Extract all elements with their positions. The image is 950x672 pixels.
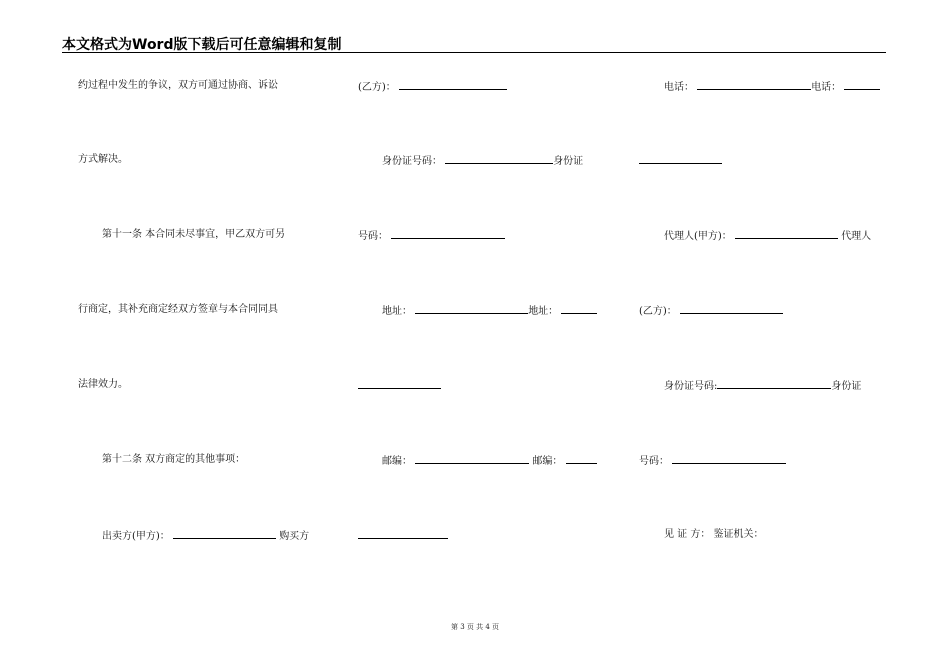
col2-line-5 (358, 378, 441, 394)
col2-line-3 (358, 228, 505, 244)
page-footer: 第 3 页 共 4 页 (450, 623, 500, 631)
col3-line-6 (639, 453, 786, 469)
agent-label: 代理人 (841, 231, 872, 242)
id-number-blank-2[interactable] (717, 378, 831, 389)
col1-line-3: 第十一条 本合同未尽事宜，甲乙双方可另 (102, 229, 286, 240)
postcode-label-2: 邮编： (532, 456, 563, 467)
blank-line-2[interactable] (358, 528, 448, 539)
col1-line-6: 第十二条 双方商定的其他事项： (102, 454, 246, 465)
col3-line-3 (664, 228, 871, 244)
number-blank-2[interactable] (672, 453, 786, 464)
address-blank-2[interactable] (561, 303, 597, 314)
number-blank[interactable] (391, 228, 505, 239)
number-label-2: 号码： (639, 456, 669, 467)
postcode-label-1: 邮编： (382, 456, 412, 467)
col1-line-5: 法律效力。 (78, 379, 128, 390)
postcode-blank-1[interactable] (415, 453, 529, 464)
col2-line-4 (382, 303, 597, 319)
col2-line-1 (358, 79, 507, 95)
phone-label-1: 电话： (664, 82, 694, 93)
party-b-label-2: (乙方)： (639, 306, 677, 317)
col3-line-5 (664, 378, 861, 394)
number-label: 号码： (358, 231, 388, 242)
party-b-blank-2[interactable] (680, 303, 783, 314)
phone-blank-1[interactable] (697, 79, 811, 90)
agent-party-a-label: 代理人(甲方)： (664, 231, 732, 242)
col2-line-2 (382, 153, 583, 169)
col1-line-7 (102, 528, 309, 544)
document-header: 本文格式为Word版下载后可任意编辑和复制 (62, 37, 342, 53)
col3-line-2 (639, 153, 722, 169)
seller-blank[interactable] (173, 528, 276, 539)
id-number-label-2: 身份证号码: (664, 381, 718, 392)
seller-label: 出卖方(甲方)： (102, 531, 170, 542)
blank-line-1[interactable] (358, 378, 441, 389)
id-card-label: 身份证 (553, 156, 584, 167)
col3-line-4 (639, 303, 783, 319)
header-rule (62, 52, 886, 53)
id-number-blank[interactable] (445, 153, 553, 164)
col3-line-1 (664, 79, 880, 95)
buyer-label: 购买方 (279, 531, 310, 542)
postcode-blank-2[interactable] (566, 453, 597, 464)
address-blank-1[interactable] (415, 303, 528, 314)
col1-line-2: 方式解决。 (78, 154, 128, 165)
party-b-label: (乙方)： (358, 82, 396, 93)
address-label-1: 地址： (382, 306, 412, 317)
party-b-blank[interactable] (399, 79, 507, 90)
blank-line-3[interactable] (639, 153, 722, 164)
id-number-label: 身份证号码： (382, 156, 442, 167)
phone-label-2: 电话： (811, 82, 842, 93)
col1-line-1: 约过程中发生的争议，双方可通过协商、诉讼 (78, 80, 278, 91)
agent-party-a-blank[interactable] (735, 228, 838, 239)
col1-line-4: 行商定，其补充商定经双方签章与本合同同具 (78, 304, 278, 315)
phone-blank-2[interactable] (844, 79, 880, 90)
address-label-2: 地址： (528, 306, 559, 317)
col2-line-6 (382, 453, 597, 469)
col2-line-7 (358, 528, 448, 544)
id-card-label-2: 身份证 (831, 381, 862, 392)
col3-line-7: 见 证 方： 鉴证机关： (664, 529, 764, 540)
